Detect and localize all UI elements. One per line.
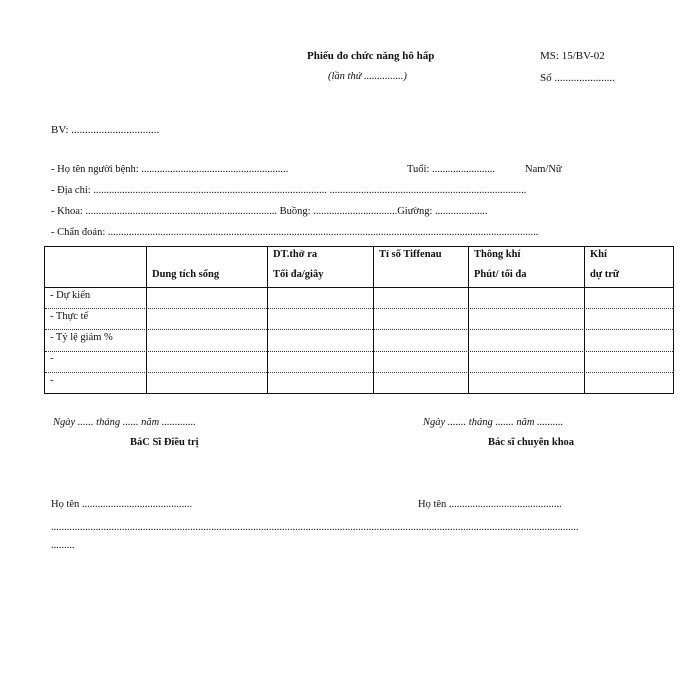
form-title: Phiếu đo chức năng hô hấp	[307, 50, 435, 62]
header-ventilation-line2: Phút/ tối đa	[474, 269, 527, 280]
form-subtitle: (lần thứ ...............)	[328, 71, 407, 82]
address-field[interactable]: - Địa chỉ: ......................................................................................... ...........................................................................	[51, 185, 527, 196]
hospital-field[interactable]: BV: ................................	[51, 124, 160, 136]
sex-field[interactable]: Nam/Nữ	[525, 164, 562, 175]
left-date-line[interactable]: Ngày ...... tháng ...... năm .............	[53, 417, 196, 428]
diagnosis-field[interactable]: - Chẩn đoán: ....................................................................................................................................................................	[51, 227, 539, 238]
right-signer-title: Bác sĩ chuyên khoa	[488, 437, 575, 448]
form-code: MS: 15/BV-02	[540, 50, 605, 62]
notes-line-2[interactable]: .........	[51, 540, 75, 551]
header-reserve-line1: Khí	[590, 249, 607, 260]
row-label-blank-2: -	[50, 375, 54, 386]
left-signer-name[interactable]: Họ tên ..........................................	[51, 499, 193, 510]
patient-name-field[interactable]: - Họ tên người bệnh: ........................................................	[51, 164, 289, 175]
header-tiffeneau: Tỉ số Tiffenau	[379, 249, 442, 260]
right-date-line[interactable]: Ngày ....... tháng ....... năm ..........	[423, 417, 564, 428]
form-number[interactable]: Số ......................	[540, 72, 615, 84]
left-signer-title: BáC Sĩ Điều trị	[130, 437, 199, 448]
department-field[interactable]: - Khoa: ......................................................................... Buồng: ................................Giường: ....................	[51, 206, 488, 217]
header-fev-line2: Tối đa/giây	[273, 269, 324, 280]
row-label-reduction: - Tỷ lệ giảm %	[50, 332, 113, 343]
header-fev-line1: DT.thở ra	[273, 249, 318, 260]
measurement-table	[44, 246, 674, 394]
row-label-expected: - Dự kiến	[50, 290, 91, 301]
age-field[interactable]: Tuổi: ........................	[407, 164, 496, 175]
header-vital-capacity: Dung tích sống	[152, 269, 220, 280]
notes-line-1[interactable]: .........................................................................................................................................................................................................	[51, 522, 579, 533]
right-signer-name[interactable]: Họ tên ...........................................	[418, 499, 562, 510]
row-label-blank-1: -	[50, 353, 54, 364]
header-reserve-line2: dự trữ	[590, 269, 620, 280]
header-ventilation-line1: Thông khí	[474, 249, 521, 260]
row-label-actual: - Thực tế	[50, 311, 89, 322]
